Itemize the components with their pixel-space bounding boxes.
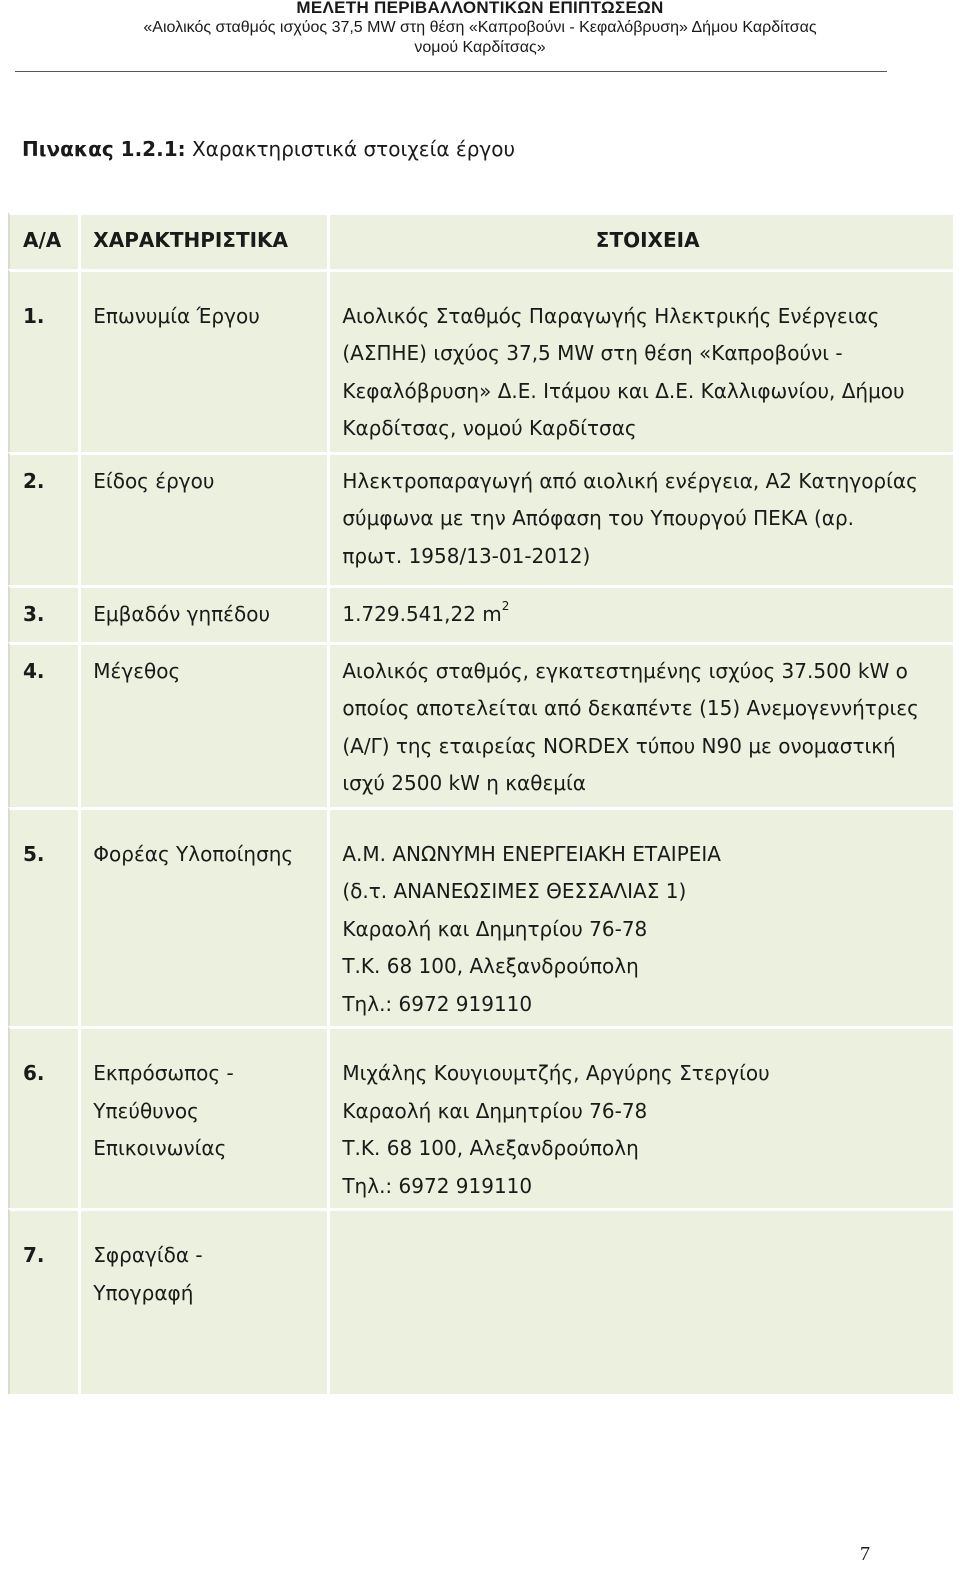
- data-line: [342, 335, 953, 373]
- header-divider: [15, 71, 887, 72]
- row-feature: [81, 645, 327, 695]
- project-characteristics-table: [8, 212, 953, 1394]
- row-data: [330, 1211, 953, 1319]
- document-title: ΜΕΛΕΤΗ ΠΕΡΙΒΑΛΛΟΝΤΙΚΩΝ ΕΠΙΠΤΩΣΕΩΝ: [296, 0, 664, 17]
- data-line: [342, 1093, 953, 1131]
- row-feature: [81, 455, 327, 511]
- data-line-text: (ΑΣΠΗΕ) ισχύος 37,5 MW στη θέση «Καπροβούνι -: [342, 341, 843, 365]
- data-line: [342, 690, 953, 728]
- data-line: [342, 765, 953, 803]
- table-row: [8, 642, 953, 807]
- row-number: 6.: [23, 1061, 45, 1085]
- data-line: [342, 1055, 953, 1093]
- data-line: [342, 728, 953, 766]
- row-feature: [81, 1211, 327, 1394]
- data-line-text: Καραολή και Δημητρίου 76-78: [342, 916, 648, 941]
- data-line-text: Αιολικός Σταθμός Παραγωγής Ηλεκτρικής Ενέργειας: [342, 303, 880, 328]
- data-line-text: Τ.Κ. 68 100, Αλεξανδρούπολη: [342, 954, 639, 978]
- data-line-text: (δ.τ. ΑΝΑΝΕΩΣΙΜΕΣ ΘΕΣΣΑΛΙΑΣ 1): [342, 879, 687, 903]
- table-caption-label: Πινακας 1.2.1:: [22, 137, 186, 161]
- area-unit-exponent: 2: [501, 599, 510, 613]
- table-row: [8, 1208, 953, 1394]
- feature-line: Είδος έργου: [93, 468, 215, 493]
- data-line: [342, 463, 953, 501]
- data-line: [342, 1168, 953, 1206]
- data-line-text: Καρδίτσας, νομού Καρδίτσας: [342, 416, 637, 440]
- table-row: [8, 807, 953, 1027]
- data-line: [342, 1130, 953, 1168]
- feature-line: Εκπρόσωπος -: [93, 1061, 234, 1085]
- data-line-text: Ηλεκτροπαραγωγή από αιολική ενέργεια, Α2 Κατηγορίας: [342, 468, 918, 493]
- row-data: [330, 810, 953, 1027]
- data-line: [342, 596, 953, 634]
- row-data: [330, 645, 953, 807]
- data-line: [342, 948, 953, 986]
- document-subtitle-line-2: νομού Καρδίτσας»: [414, 39, 546, 56]
- row-number: 4.: [23, 658, 45, 683]
- data-line: [342, 500, 953, 538]
- data-line: [342, 410, 953, 448]
- row-number: 7.: [23, 1243, 45, 1267]
- feature-line: Εμβαδόν γηπέδου: [93, 602, 271, 626]
- table-caption-text: Χαρακτηριστικά στοιχεία έργου: [185, 137, 516, 161]
- table-header-row: [8, 212, 953, 269]
- data-line: [342, 911, 953, 949]
- table-row: [8, 1026, 953, 1208]
- data-line: [342, 986, 953, 1024]
- data-line-text: Α.Μ. ΑΝΩΝΥΜΗ ΕΝΕΡΓΕΙΑΚΗ ΕΤΑΙΡΕΙΑ: [342, 841, 721, 866]
- data-line-text: οποίος αποτελείται από δεκαπέντε (15) Ανεμογεννήτριες: [342, 696, 919, 720]
- data-line-text: 1.729.541,22 m: [342, 602, 502, 626]
- row-number: 2.: [23, 468, 45, 493]
- row-feature: [81, 810, 327, 877]
- row-data: [330, 455, 953, 586]
- table-row: [8, 585, 953, 642]
- data-line-text: σύμφωνα με την Απόφαση του Υπουργού ΠΕΚΑ (αρ.: [342, 506, 854, 530]
- data-line: [342, 653, 953, 691]
- feature-line: Υπογραφή: [93, 1280, 194, 1305]
- table-row: [8, 452, 953, 586]
- data-line: [342, 836, 953, 874]
- row-number: 3.: [23, 602, 45, 626]
- data-line: [342, 373, 953, 411]
- data-line-text: Μιχάλης Κουγιουμτζής, Αργύρης Στεργίου: [342, 1061, 770, 1085]
- data-line-text: πρωτ. 1958/13-01-2012): [342, 543, 591, 568]
- row-data: [330, 1029, 953, 1208]
- data-line-text: Τ.Κ. 68 100, Αλεξανδρούπολη: [342, 1136, 639, 1160]
- feature-line: Υπεύθυνος: [93, 1098, 199, 1123]
- data-line-text: Κεφαλόβρυση» Δ.Ε. Ιτάμου και Δ.Ε. Καλλιφωνίου, Δήμου: [342, 378, 905, 403]
- data-line-text: Τηλ.: 6972 919110: [342, 1173, 533, 1198]
- feature-line: Σφραγίδα -: [93, 1243, 203, 1267]
- table-row: [8, 269, 953, 452]
- document-subtitle-line-1: «Αιολικός σταθμός ισχύος 37,5 MW στη θέση «Καπροβούνι - Κεφαλόβρυση» Δήμου Καρδίτσας: [143, 19, 817, 36]
- feature-line: Επικοινωνίας: [93, 1136, 227, 1160]
- row-data: [330, 272, 953, 452]
- feature-line: Φορέας Υλοποίησης: [93, 841, 294, 866]
- feature-line: Επωνυμία Έργου: [93, 303, 260, 328]
- row-number: 5.: [23, 841, 45, 866]
- data-line-text: Αιολικός σταθμός, εγκατεστημένης ισχύος 37.500 kW ο: [342, 658, 908, 683]
- header-no: Α/Α: [23, 228, 62, 252]
- header-feature: ΧΑΡΑΚΤΗΡΙΣΤΙΚΑ: [93, 228, 289, 252]
- row-feature: [81, 588, 327, 642]
- header-data: ΣΤΟΙΧΕΙΑ: [595, 228, 700, 252]
- row-data: [330, 588, 953, 642]
- row-feature: [81, 1029, 327, 1171]
- row-number: 1.: [23, 303, 45, 328]
- table-caption: [22, 137, 515, 161]
- feature-line: Μέγεθος: [93, 658, 181, 683]
- data-line: [342, 873, 953, 911]
- data-line-text: Καραολή και Δημητρίου 76-78: [342, 1098, 648, 1123]
- page-number: 7: [860, 1543, 870, 1565]
- page-header: [0, 0, 960, 58]
- data-line-text: Τηλ.: 6972 919110: [342, 991, 533, 1016]
- data-line: [342, 298, 953, 336]
- data-line-text: (Α/Γ) της εταιρείας NORDEX τύπου N90 με ονομαστική: [342, 733, 896, 758]
- row-feature: [81, 272, 327, 340]
- data-line-text: ισχύ 2500 kW η καθεμία: [342, 771, 586, 795]
- data-line: [342, 538, 953, 576]
